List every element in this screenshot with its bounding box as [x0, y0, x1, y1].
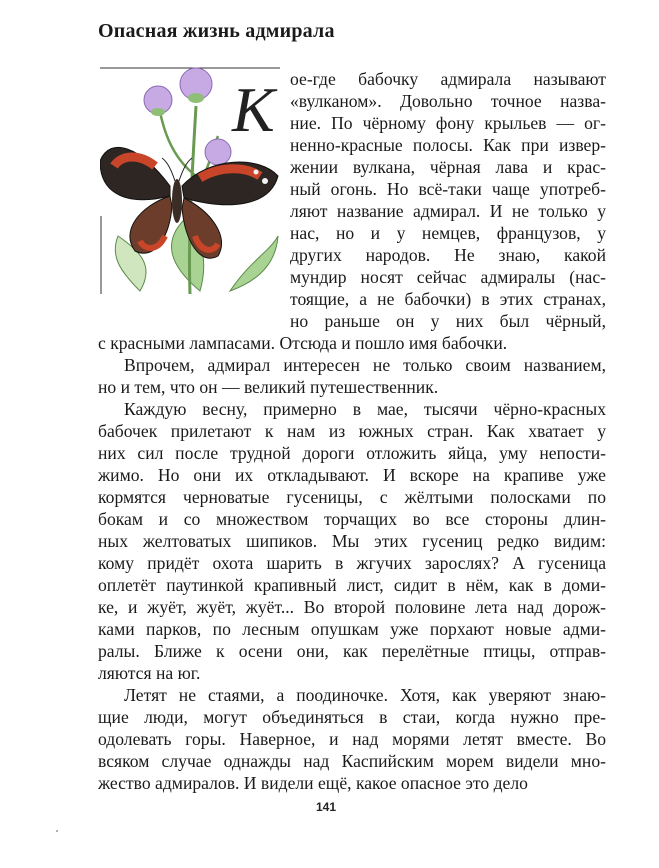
- text-line: жество адмиралов. И видели ещё, какое опасное это дело: [98, 773, 528, 793]
- text-line: мундир носят сейчас адмиралы (нас-: [290, 267, 606, 287]
- text-line: одолевать горы. Наверное, и над морями летят вместе. Во: [98, 729, 606, 749]
- text-line: них сил после трудной дороги отложить яйца, уму непости-: [98, 443, 606, 463]
- text-line: Впрочем, адмирал интересен не только своим названием,: [124, 355, 606, 375]
- text-line: оплетёт паутинкой крапивный лист, сидит в нём, как в доми-: [98, 575, 606, 595]
- text-line: ние. По чёрному фону крыльев — ог-: [290, 113, 606, 133]
- text-line: «вулканом». Довольно точное назва-: [290, 91, 606, 111]
- text-line: с красными лампасами. Отсюда и пошло имя бабочки.: [98, 333, 508, 353]
- text-line: ляются на юг.: [98, 663, 201, 683]
- drop-cap-letter: К: [232, 74, 275, 145]
- text-line: ных желтоватых шипиков. Мы этих гусениц редко видим:: [98, 531, 606, 551]
- text-line: всяком случае однажды над Каспийским морем видели мно-: [98, 751, 606, 771]
- text-line: кормятся черноватые гусеницы, с жёлтыми полосками по: [98, 487, 606, 507]
- text-line: ный огонь. Но всё-таки чаще употреб-: [290, 179, 606, 199]
- text-line: но раньше он у них был чёрный,: [290, 311, 606, 331]
- text-line: бокам и со множеством торчащих во все стороны длин-: [98, 509, 606, 529]
- text-line: тоящие, а не бабочки) в этих странах,: [290, 289, 606, 309]
- text-line: кому придёт охота шарить в жгучих зарослях? А гусеница: [98, 553, 606, 573]
- text-line: жимо. Но они их откладывают. И вскоре на крапиве уже: [98, 465, 606, 485]
- text-line: щие люди, могут объединяться в стаи, когда нужно пре-: [98, 707, 606, 727]
- text-line: Летят не стаями, а поодиночке. Хотя, как уверяют знаю-: [124, 685, 606, 705]
- text-line: нас, но и у немцев, французов, у: [290, 223, 606, 243]
- paper-speck: [56, 830, 58, 832]
- page-title: Опасная жизнь адмирала: [98, 20, 335, 42]
- text-line: ое-где бабочку адмирала называют: [290, 69, 606, 89]
- text-line: жении вулкана, чёрная лава и крас-: [290, 157, 606, 177]
- text-line: ками парков, по лесным опушкам уже порхают новые адми-: [98, 619, 606, 639]
- text-line: ралы. Ближе к осени они, как перелётные птицы, отправ-: [98, 641, 606, 661]
- text-line: Каждую весну, примерно в мае, тысячи чёрно-красных: [124, 399, 606, 419]
- text-line: но и тем, что он — великий путешественник.: [98, 377, 439, 397]
- text-line: ке, и жуёт, жуёт, жуёт... Во второй половине лета над дорож-: [98, 597, 606, 617]
- text-line: ненно-красные полосы. Как при извер-: [290, 135, 606, 155]
- text-line: других народов. Не знаю, какой: [290, 245, 606, 265]
- text-line: бабочек прилетают к нам из южных стран. Как хватает у: [98, 421, 606, 441]
- page-number: 141: [316, 800, 337, 814]
- text-line: ляют название адмирал. И не только у: [290, 201, 606, 221]
